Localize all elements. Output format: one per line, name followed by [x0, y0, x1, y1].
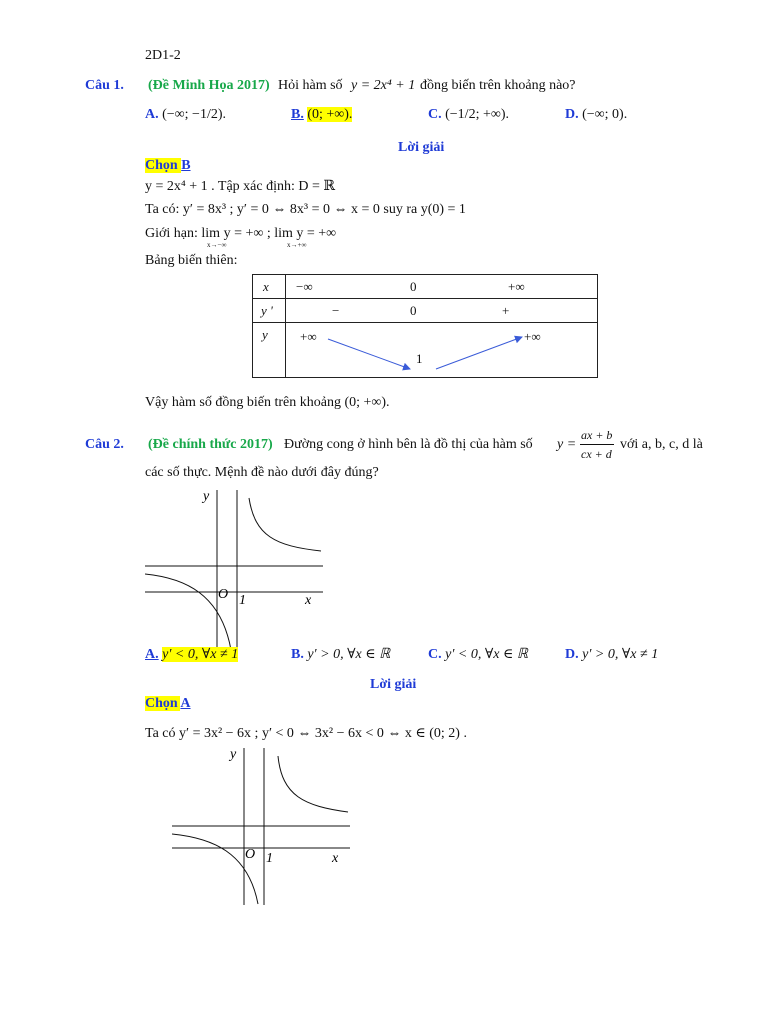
table-row	[253, 323, 598, 378]
x-pos-inf: +∞	[508, 279, 525, 294]
q1-option-d[interactable]	[565, 107, 627, 123]
q2-graph	[145, 484, 325, 654]
table-row	[253, 299, 598, 323]
q2-option-b-key: B.	[291, 647, 304, 662]
q2-text-2: với a, b, c, d là	[620, 437, 703, 452]
q2-text-1: Đường cong ở hình bên là đồ thị của hàm số	[284, 437, 533, 452]
x-neg-inf: −∞	[296, 279, 313, 294]
curve-left-branch	[172, 834, 258, 904]
q2-y-eq: y =	[557, 437, 577, 452]
q2-source: (Đề chính thức 2017)	[148, 437, 273, 452]
row-x-label: x	[263, 279, 269, 294]
q1-option-d-value: (−∞; 0).	[582, 107, 628, 122]
q2-option-b[interactable]	[291, 646, 390, 663]
q2-option-a-key: A.	[145, 647, 159, 662]
q2-frac-num: ax + b	[581, 428, 613, 442]
yprime-minus: −	[332, 303, 340, 318]
doc-code: 2D1-2	[145, 48, 181, 63]
q1-label: Câu 1.	[85, 78, 124, 93]
q2-option-d-key: D.	[565, 647, 579, 662]
q2-option-d-value: y′ > 0, ∀x ≠ 1	[582, 647, 659, 662]
q1-line-1: y = 2x⁴ + 1 . Tập xác định: D = ℝ	[145, 179, 336, 194]
q1-source: (Đề Minh Họa 2017)	[148, 78, 270, 93]
q2-label: Câu 2.	[85, 437, 124, 452]
x-zero: 0	[410, 279, 417, 294]
curve-right-branch	[278, 756, 348, 812]
q2-choice-letter: A	[180, 696, 191, 711]
q2-frac-bar	[580, 444, 614, 445]
q1-option-d-key: D.	[565, 107, 579, 122]
q2-solution-title: Lời giải	[370, 677, 417, 692]
q1-option-a[interactable]	[145, 107, 226, 123]
q1-line-2: Ta có: y′ = 8x³ ; y′ = 0 ⇔ 8x³ = 0 ⇔ x = 0 suy ra y(0) = 1	[145, 202, 466, 217]
row-y-label: y	[262, 327, 268, 342]
q2-option-b-value: y′ > 0, ∀x ∈ ℝ	[307, 647, 391, 662]
curve-right-branch	[249, 498, 321, 551]
q2-option-c-key: C.	[428, 647, 442, 662]
graph-one-label: 1	[266, 851, 273, 866]
q1-option-b-key: B.	[291, 107, 304, 122]
q2-option-a-value: y′ < 0, ∀x ≠ 1	[162, 647, 239, 662]
y-min-value: 1	[416, 351, 423, 366]
q2-text-3: các số thực. Mệnh đề nào dưới đây đúng?	[145, 465, 379, 480]
q1-text-before: Hỏi hàm số	[278, 78, 343, 93]
y-left-inf: +∞	[300, 329, 317, 344]
q2-option-a[interactable]	[145, 646, 238, 663]
q1-solution-title: Lời giải	[398, 140, 445, 155]
q1-line-3: Giới hạn: lim y = +∞ ; lim y = +∞	[145, 226, 337, 241]
variation-table	[252, 274, 598, 378]
q2-choice	[145, 696, 191, 712]
yprime-zero: 0	[410, 303, 417, 318]
q2-solution-graph	[172, 742, 352, 907]
q2-frac-den: cx + d	[581, 447, 612, 461]
q2-option-c-value: y′ < 0, ∀x ∈ ℝ	[445, 647, 528, 662]
graph-origin-label: O	[245, 847, 256, 862]
y-right-inf: +∞	[524, 329, 541, 344]
graph-origin-label: O	[218, 587, 229, 602]
q1-lim-sub-2: x→+∞	[287, 241, 307, 249]
increasing-arrow	[436, 337, 522, 369]
yprime-plus: +	[502, 303, 510, 318]
decreasing-arrow	[328, 339, 410, 369]
q1-option-c-value: (−1/2; +∞).	[445, 107, 509, 122]
curve-left-branch	[145, 574, 231, 650]
q1-conclusion: Vậy hàm số đồng biến trên khoảng (0; +∞).	[145, 395, 390, 410]
q1-option-c-key: C.	[428, 107, 442, 122]
q1-line-4: Bảng biến thiên:	[145, 253, 238, 268]
graph-x-label: x	[332, 851, 339, 866]
graph-x-label: x	[305, 593, 312, 608]
q1-choice-prefix: Chọn	[145, 158, 182, 173]
q1-formula: y = 2x⁴ + 1	[351, 78, 416, 93]
q1-lim-sub-1: x→−∞	[207, 241, 227, 249]
q1-option-b[interactable]	[291, 107, 352, 123]
q1-option-b-value: (0; +∞).	[307, 107, 353, 122]
q1-choice	[145, 158, 191, 174]
q2-option-c[interactable]	[428, 646, 528, 663]
q1-option-c[interactable]	[428, 107, 509, 123]
q1-option-a-key: A.	[145, 107, 159, 122]
q2-choice-prefix: Chọn	[145, 696, 181, 711]
variation-arrows	[286, 323, 596, 377]
q1-option-a-value: (−∞; −1/2).	[162, 107, 226, 122]
table-row	[253, 275, 598, 299]
q1-text-after: đồng biến trên khoảng nào?	[420, 78, 576, 93]
graph-y-label: y	[230, 747, 237, 762]
q2-solution-line: Ta có y′ = 3x² − 6x ; y′ < 0 ⇔ 3x² − 6x < 0 ⇔ x ∈ (0; 2) .	[145, 726, 467, 741]
q2-option-d[interactable]	[565, 646, 658, 663]
row-yprime-label: y '	[261, 303, 273, 318]
q1-choice-letter: B	[181, 158, 191, 173]
graph-y-label: y	[203, 489, 210, 504]
graph-one-label: 1	[239, 593, 246, 608]
